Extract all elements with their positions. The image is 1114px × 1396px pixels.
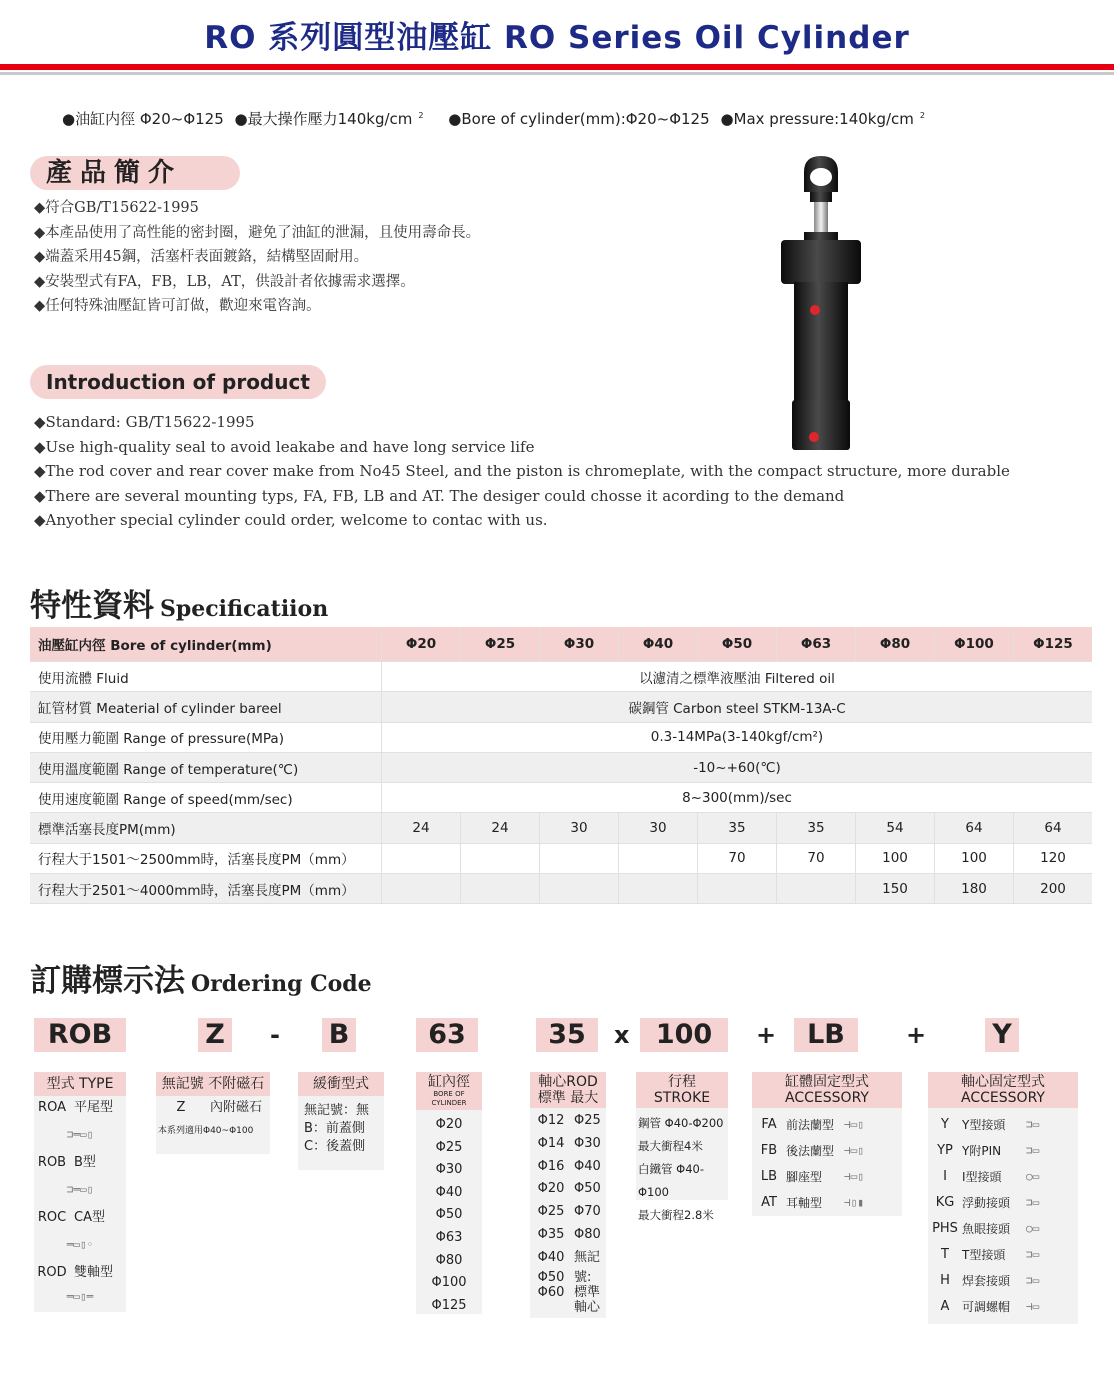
header-cell: Φ30 bbox=[540, 627, 619, 662]
bore-list bbox=[416, 1110, 482, 1317]
cell bbox=[619, 874, 698, 904]
list-item: KG 浮動接頭 ⊐▭ bbox=[928, 1190, 1078, 1216]
header-cell: Φ100 bbox=[935, 627, 1014, 662]
cell: 150 bbox=[856, 874, 935, 904]
list-item: ◆There are several mounting typs, FA, FB, LB and AT. The desiger could chosse it acording to the demand bbox=[34, 486, 845, 505]
table-row bbox=[30, 692, 1092, 722]
header-cell: Φ20 bbox=[382, 627, 461, 662]
list-item: ROA 平尾型 bbox=[38, 1100, 114, 1115]
list-item: ◆Anyother special cylinder could order, welcome to contac with us. bbox=[34, 511, 548, 529]
cell: 70 bbox=[777, 843, 856, 873]
list-item: Z 內附磁石 bbox=[176, 1100, 263, 1115]
rod-accessory-list bbox=[928, 1108, 1078, 1320]
table-row bbox=[30, 662, 1092, 692]
cell bbox=[619, 843, 698, 873]
list-item: PHS 魚眼接頭 ○▭ bbox=[928, 1216, 1078, 1242]
column-header: 軸心固定型式 ACCESSORY bbox=[928, 1072, 1078, 1108]
cell bbox=[461, 874, 540, 904]
spec-pressure-cn: ●最大操作壓力140kg/cm $^2$ bbox=[234, 110, 424, 128]
spec-table bbox=[30, 627, 1092, 904]
list-item: 軸心 bbox=[574, 1299, 601, 1315]
intro-heading-en: Introduction of product bbox=[30, 365, 326, 399]
row-label: 標準活塞長度PM(mm) bbox=[30, 813, 382, 843]
cell: 35 bbox=[777, 813, 856, 843]
rod-end-icon: ⊐▭ bbox=[1026, 1118, 1040, 1131]
table-row bbox=[30, 752, 1092, 782]
column-header: 缸內徑 BORE OF CYLINDER bbox=[416, 1072, 482, 1110]
cell: 64 bbox=[1014, 813, 1093, 843]
cell bbox=[461, 843, 540, 873]
spec-heading: 特性資料 Specificatiion bbox=[30, 588, 329, 624]
rod-end-icon: ○▭ bbox=[1026, 1170, 1040, 1183]
cell bbox=[382, 843, 461, 873]
rod-end-icon: ⊐▭ bbox=[1026, 1274, 1040, 1287]
stroke-notes: 鋼管 Φ40-Φ200 最大衝程4米 白鐵管 Φ40-Φ100 最大衝程2.8米 bbox=[638, 1116, 724, 1222]
intro-heading-cn: 產品簡介 bbox=[30, 156, 240, 190]
list-item: Y Y型接頭 ⊐▭ bbox=[928, 1112, 1078, 1138]
list-item: FA 前法蘭型 ⊣▭▯ bbox=[752, 1112, 902, 1138]
list-item: Φ100 bbox=[431, 1275, 467, 1291]
rod-accessory-column bbox=[928, 1072, 1078, 1324]
code-stroke: 100 bbox=[640, 1018, 728, 1052]
rod-end-icon: ⊣▭ bbox=[1026, 1300, 1040, 1313]
list-item: ROD 雙軸型 bbox=[37, 1265, 114, 1280]
red-divider bbox=[0, 64, 1114, 70]
cell: 200 bbox=[1014, 874, 1093, 904]
row-value: 0.3-14MPa(3-140kgf/cm²) bbox=[382, 722, 1093, 752]
list-item: Φ40 無記 bbox=[537, 1249, 601, 1265]
cell: 120 bbox=[1014, 843, 1093, 873]
intro-list-cn bbox=[34, 196, 480, 319]
row-label: 行程大于1501～2500mm時，活塞長度PM（mm） bbox=[30, 843, 382, 873]
column-header: 行程 STROKE bbox=[636, 1072, 728, 1108]
separator-plus: + bbox=[756, 1021, 777, 1049]
cell bbox=[540, 874, 619, 904]
cell: 100 bbox=[935, 843, 1014, 873]
list-item: ◆Standard: GB/T15622-1995 bbox=[34, 413, 255, 431]
page-title: RO 系列圓型油壓缸 RO Series Oil Cylinder bbox=[204, 20, 910, 56]
cell: 30 bbox=[619, 813, 698, 843]
rod-end-icon: ⊐▭ bbox=[1026, 1248, 1040, 1261]
rod-end-icon: ⊐▭ bbox=[1026, 1196, 1040, 1209]
list-item: LB 腳座型 ⊣▭▯ bbox=[752, 1164, 902, 1190]
cell bbox=[540, 843, 619, 873]
list-item: ◆The rod cover and rear cover make from No45 Steel, and the piston is chromeplate, with the compact structure, more durable bbox=[34, 462, 1010, 480]
list-item: Φ25 bbox=[435, 1139, 463, 1155]
rod-end-icon: ○▭ bbox=[1026, 1222, 1040, 1235]
list-item: H 焊套接頭 ⊐▭ bbox=[928, 1268, 1078, 1294]
row-label: 使用壓力範圍 Range of pressure(MPa) bbox=[30, 722, 382, 752]
list-item: Φ12 Φ25 bbox=[537, 1113, 601, 1128]
list-item: Φ40 bbox=[435, 1184, 463, 1200]
cylinder-product-image bbox=[776, 152, 866, 462]
list-item: Φ50 bbox=[435, 1207, 463, 1223]
header-cell: Φ40 bbox=[619, 627, 698, 662]
table-header-row bbox=[30, 627, 1092, 662]
row-label: 使用速度範圍 Range of speed(mm/sec) bbox=[30, 783, 382, 813]
cell bbox=[382, 874, 461, 904]
bore-column bbox=[416, 1072, 482, 1314]
rod-list bbox=[530, 1108, 606, 1315]
row-value: 8~300(mm)/sec bbox=[382, 783, 1093, 813]
list-item: FB 後法蘭型 ⊣▭▯ bbox=[752, 1138, 902, 1164]
list-item: A 可調螺帽 ⊣▭ bbox=[928, 1294, 1078, 1320]
table-row bbox=[30, 843, 1092, 873]
row-value: -10~+60(℃) bbox=[382, 752, 1093, 782]
cylinder-drawing-icon: ⊐═▭▯ bbox=[66, 1183, 94, 1196]
accessory-list bbox=[752, 1108, 902, 1216]
column-header: 軸心ROD 標準 最大 bbox=[530, 1072, 606, 1108]
cylinder-drawing-icon: ═▭▯◦ bbox=[66, 1238, 94, 1251]
cell: 24 bbox=[461, 813, 540, 843]
cell: 64 bbox=[935, 813, 1014, 843]
list-item: Φ63 bbox=[435, 1229, 463, 1245]
header-cell: Φ25 bbox=[461, 627, 540, 662]
list-item: Φ125 bbox=[431, 1297, 467, 1313]
row-value: 碳鋼管 Carbon steel STKM-13A-C bbox=[382, 692, 1093, 722]
flange-icon: ⊣▭▯ bbox=[844, 1118, 864, 1131]
table-row bbox=[30, 783, 1092, 813]
stroke-column bbox=[636, 1072, 728, 1222]
cell bbox=[698, 874, 777, 904]
buffer-column bbox=[298, 1072, 384, 1170]
list-item: Φ60 標準 bbox=[537, 1284, 601, 1300]
cell: 30 bbox=[540, 813, 619, 843]
list-item: ◆本產品使用了高性能的密封圈，避免了油缸的泄漏，且使用壽命長。 bbox=[34, 224, 481, 241]
ordering-heading: 訂購標示法 Ordering Code bbox=[30, 963, 372, 999]
column-header: 無記號 不附磁石 bbox=[156, 1072, 270, 1096]
list-item: Φ20 bbox=[435, 1117, 463, 1132]
header-label: 油壓缸内徑 Bore of cylinder(mm) bbox=[30, 627, 382, 662]
code-bore: 63 bbox=[416, 1018, 478, 1052]
list-item: YP Y附PIN ⊐▭ bbox=[928, 1138, 1078, 1164]
code-type: ROB bbox=[34, 1018, 126, 1052]
cell: 24 bbox=[382, 813, 461, 843]
buffer-options: 無記號：無 B：前蓋側 C：後蓋側 bbox=[304, 1103, 370, 1154]
flange-icon: ⊣▭▯ bbox=[844, 1144, 864, 1157]
list-item: ◆Use high-quality seal to avoid leakabe and have long service life bbox=[34, 437, 535, 456]
list-item: ROC CA型 bbox=[37, 1210, 105, 1225]
spec-bore-en: ●Bore of cylinder(mm):Φ20~Φ125 bbox=[448, 110, 710, 128]
magnet-note: 本系列適用Φ40~Φ100 bbox=[158, 1126, 254, 1136]
list-item: ◆符合GB/T15622-1995 bbox=[34, 200, 199, 216]
list-item: AT 耳軸型 ⊣▯▮ bbox=[752, 1190, 902, 1216]
list-item: ROB B型 bbox=[37, 1155, 96, 1170]
row-label: 行程大于2501～4000mm時，活塞長度PM（mm） bbox=[30, 874, 382, 904]
row-label: 使用流體 Fluid bbox=[30, 662, 382, 692]
spec-pressure-en: ●Max pressure:140kg/cm $^2$ bbox=[720, 110, 925, 128]
key-specs bbox=[62, 108, 931, 129]
row-value: 以濾清之標準液壓油 Filtered oil bbox=[382, 662, 1093, 692]
cell: 180 bbox=[935, 874, 1014, 904]
column-header: 緩衝型式 bbox=[298, 1072, 384, 1096]
list-item: Φ30 bbox=[435, 1162, 463, 1178]
trunnion-icon: ⊣▯▮ bbox=[844, 1196, 864, 1209]
gray-divider bbox=[0, 72, 1114, 75]
code-rod: 35 bbox=[536, 1018, 598, 1052]
spec-bore-cn: ●油缸内徑 Φ20~Φ125 bbox=[62, 110, 224, 128]
cell: 35 bbox=[698, 813, 777, 843]
cell: 70 bbox=[698, 843, 777, 873]
list-item: Φ50 號: bbox=[537, 1269, 592, 1285]
separator-plus: + bbox=[906, 1021, 927, 1049]
code-accessory: LB bbox=[794, 1018, 858, 1052]
table-row bbox=[30, 813, 1092, 843]
header-cell: Φ50 bbox=[698, 627, 777, 662]
magnet-column bbox=[156, 1072, 270, 1154]
list-item: Φ14 Φ30 bbox=[537, 1135, 601, 1151]
list-item: Φ20 Φ50 bbox=[537, 1181, 601, 1197]
list-item: ◆端蓋采用45鋼，活塞杆表面鍍鉻，結構堅固耐用。 bbox=[34, 249, 369, 265]
rod-column bbox=[530, 1072, 606, 1318]
table-row bbox=[30, 722, 1092, 752]
cell: 100 bbox=[856, 843, 935, 873]
code-rod-accessory: Y bbox=[985, 1018, 1019, 1052]
list-item: I I型接頭 ○▭ bbox=[928, 1164, 1078, 1190]
accessory-column bbox=[752, 1072, 902, 1216]
list-item: ◆任何特殊油壓缸皆可訂做，歡迎來電咨詢。 bbox=[34, 298, 321, 314]
column-header: 型式 TYPE bbox=[34, 1072, 126, 1096]
separator-dash: - bbox=[270, 1021, 280, 1049]
header-cell: Φ125 bbox=[1014, 627, 1093, 662]
foot-mount-icon: ⊣▭▯ bbox=[844, 1170, 864, 1183]
row-label: 缸管材質 Meaterial of cylinder bareel bbox=[30, 692, 382, 722]
code-magnet: Z bbox=[198, 1018, 232, 1052]
row-label: 使用溫度範圍 Range of temperature(℃) bbox=[30, 752, 382, 782]
list-item: ◆安裝型式有FA，FB，LB，AT，供設計者依據需求選擇。 bbox=[34, 273, 415, 290]
rod-end-icon: ⊐▭ bbox=[1026, 1144, 1040, 1157]
separator-x: x bbox=[614, 1021, 630, 1049]
cell: 54 bbox=[856, 813, 935, 843]
cell bbox=[777, 874, 856, 904]
cylinder-drawing-icon: ⊐═▭▯ bbox=[66, 1128, 94, 1141]
header-cell: Φ80 bbox=[856, 627, 935, 662]
cylinder-drawing-icon: ═▭▯═ bbox=[66, 1290, 94, 1303]
list-item: Φ25 Φ70 bbox=[537, 1204, 601, 1220]
list-item: Φ35 Φ80 bbox=[537, 1226, 601, 1242]
table-row bbox=[30, 874, 1092, 904]
list-item: Φ16 Φ40 bbox=[537, 1158, 601, 1174]
column-header: 缸體固定型式 ACCESSORY bbox=[752, 1072, 902, 1108]
list-item: T T型接頭 ⊐▭ bbox=[928, 1242, 1078, 1268]
code-buffer: B bbox=[322, 1018, 356, 1052]
list-item: Φ80 bbox=[435, 1252, 463, 1268]
header-cell: Φ63 bbox=[777, 627, 856, 662]
type-column bbox=[34, 1072, 126, 1312]
